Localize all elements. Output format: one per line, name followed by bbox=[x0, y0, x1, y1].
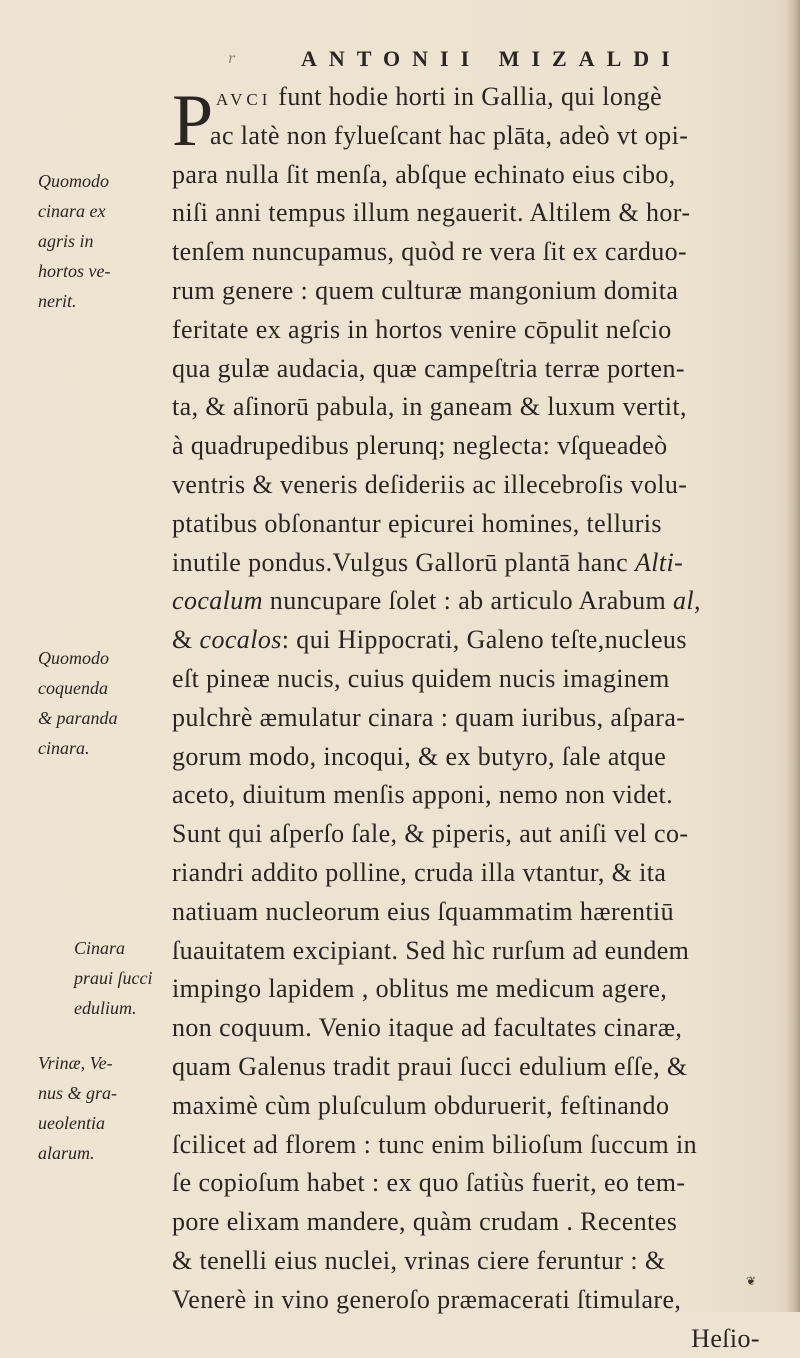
margin-note-1 bbox=[38, 166, 164, 316]
text-line: impingo lapidem , oblitus me medicum agere, bbox=[172, 970, 792, 1009]
text-line bbox=[172, 582, 792, 621]
text-line: qua gulæ audacia, quæ campeſtria terræ porten- bbox=[172, 350, 792, 389]
text-line: gorum modo, incoqui, & ex butyro, ſale atque bbox=[172, 738, 792, 777]
margin-note-line: coquenda bbox=[38, 673, 164, 703]
text-line bbox=[172, 78, 792, 117]
margin-note-line: & paranda bbox=[38, 703, 164, 733]
text-run: nuncupare ſolet : ab articulo Arabum bbox=[263, 586, 673, 615]
text-line: niſi anni tempus illum negauerit. Altilem & hor- bbox=[172, 194, 792, 233]
margin-note-line: Quomodo bbox=[38, 643, 164, 673]
text-line: Venerè in vino generoſo præmacerati ſtimulare, bbox=[172, 1281, 792, 1320]
italic-term: cocalos bbox=[200, 625, 282, 654]
text-line: ptatibus obſonantur epicurei homines, telluris bbox=[172, 505, 792, 544]
italic-term: cocalum bbox=[172, 586, 263, 615]
text-run: funt hodie horti in Gallia, qui longè bbox=[271, 82, 662, 111]
margin-note-4 bbox=[38, 1048, 164, 1168]
margin-note-2 bbox=[38, 643, 164, 763]
header-marker: r bbox=[228, 51, 235, 67]
text-line: feritate ex agris in hortos venire cōpulit neſcio bbox=[172, 311, 792, 350]
italic-term: Alti- bbox=[635, 548, 683, 577]
text-run: & bbox=[172, 625, 200, 654]
margin-note-line: Quomodo bbox=[38, 166, 164, 196]
text-line: pulchrè æmulatur cinara : quam iuribus, aſpara- bbox=[172, 699, 792, 738]
margin-note-line: Vrinæ, Ve- bbox=[38, 1048, 164, 1078]
text-line: quam Galenus tradit praui ſucci edulium eſſe, & bbox=[172, 1048, 792, 1087]
text-line: eſt pineæ nucis, cuius quidem nucis imaginem bbox=[172, 660, 792, 699]
margin-note-line: cinara ex bbox=[38, 196, 164, 226]
margin-note-line: agris in bbox=[38, 226, 164, 256]
margin-note-line: cinara. bbox=[38, 733, 164, 763]
running-header bbox=[228, 42, 748, 76]
text-line: maximè cùm pluſculum obduruerit, feſtinando bbox=[172, 1087, 792, 1126]
text-line: Sunt qui aſperſo ſale, & piperis, aut aniſi vel co- bbox=[172, 815, 792, 854]
text-line: ſe copioſum habet : ex quo ſatiùs fuerit, eo tem- bbox=[172, 1164, 792, 1203]
text-run: inutile pondus.Vulgus Gallorū plantā hanc bbox=[172, 548, 635, 577]
margin-note-line: nerit. bbox=[38, 286, 164, 316]
text-line: pore elixam mandere, quàm crudam . Recentes bbox=[172, 1203, 792, 1242]
margin-note-line: praui ſucci bbox=[74, 963, 184, 993]
text-line: ac latè non fylueſcant hac plāta, adeò vt opi- bbox=[172, 117, 792, 156]
margin-note-line: ueolentia bbox=[38, 1108, 164, 1138]
text-line: rum genere : quem culturæ mangonium domita bbox=[172, 272, 792, 311]
text-line bbox=[172, 621, 792, 660]
text-line: ventris & veneris deſideriis ac illecebroſis volu- bbox=[172, 466, 792, 505]
text-line: riandri addito polline, cruda illa vtantur, & ita bbox=[172, 854, 792, 893]
margin-note-3 bbox=[74, 933, 184, 1023]
margin-note-line: alarum. bbox=[38, 1138, 164, 1168]
main-text bbox=[172, 78, 792, 1358]
text-line: ſcilicet ad florem : tunc enim bilioſum ſuccum in bbox=[172, 1126, 792, 1165]
text-run: : qui Hippocrati, Galeno teſte,nucleus bbox=[282, 625, 687, 654]
text-line: Heſio- bbox=[172, 1320, 792, 1358]
text-line bbox=[172, 544, 792, 583]
text-line: para nulla ſit menſa, abſque echinato eius cibo, bbox=[172, 156, 792, 195]
margin-note-line: nus & gra- bbox=[38, 1078, 164, 1108]
running-title: ANTONII MIZALDI bbox=[301, 46, 682, 72]
drop-capital: P bbox=[172, 84, 213, 158]
ornament-mark: ❦ bbox=[746, 1274, 756, 1288]
text-line: à quadrupedibus plerunq; neglecta: vſqueadeò bbox=[172, 427, 792, 466]
text-line: & tenelli eius nuclei, vrinas ciere feruntur : & bbox=[172, 1242, 792, 1281]
text-line: non coquum. Venio itaque ad facultates cinaræ, bbox=[172, 1009, 792, 1048]
margin-note-line: edulium. bbox=[74, 993, 184, 1023]
small-caps-word: AVCI bbox=[216, 90, 271, 109]
text-line: tenſem nuncupamus, quòd re vera ſit ex carduo- bbox=[172, 233, 792, 272]
text-line: ſuauitatem excipiant. Sed hìc rurſum ad eundem bbox=[172, 932, 792, 971]
margin-note-line: hortos ve- bbox=[38, 256, 164, 286]
margin-note-line: Cinara bbox=[74, 933, 184, 963]
text-line: aceto, diuitum menſis apponi, nemo non videt. bbox=[172, 776, 792, 815]
text-line: natiuam nucleorum eius ſquammatim hærentiū bbox=[172, 893, 792, 932]
text-line: ta, & aſinorū pabula, in ganeam & luxum vertit, bbox=[172, 388, 792, 427]
italic-term: al, bbox=[673, 586, 701, 615]
